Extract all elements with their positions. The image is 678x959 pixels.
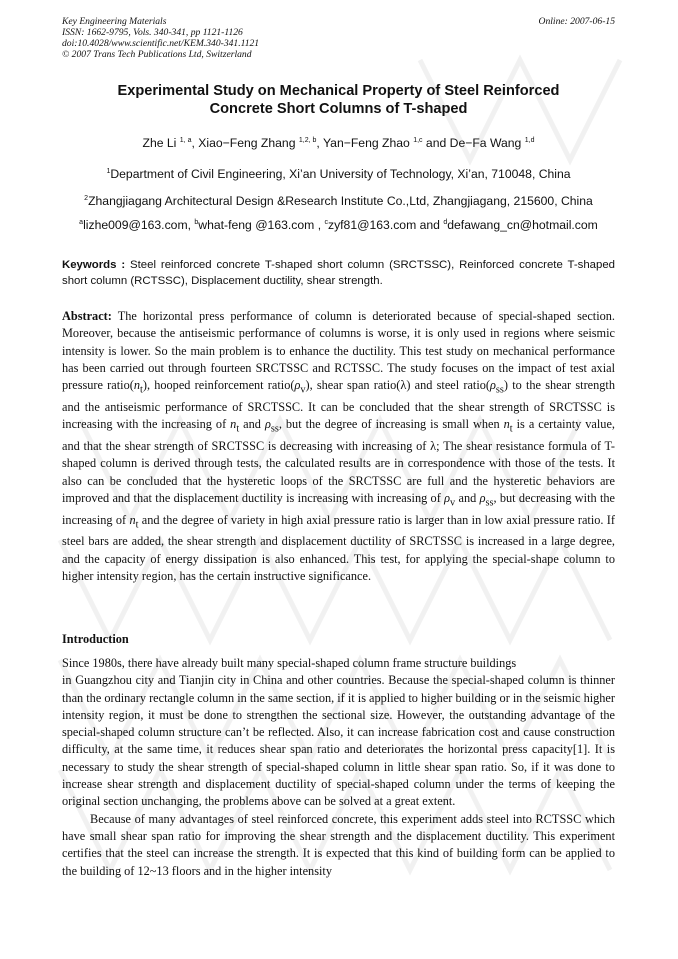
author-name: De−Fa Wang [449,136,522,150]
email-link[interactable]: defawang_cn@hotmail.com [447,218,598,232]
author-affiliation-marker: 1,d [524,137,535,144]
keywords-label: Keywords : [62,259,126,271]
copyright-line: © 2007 Trans Tech Publications Ltd, Switzerland [62,49,252,60]
author-affiliation-marker: 1,2, b [298,137,317,144]
intro-paragraph-2: Because of many advantages of steel reinforced concrete, this experiment adds steel into RCTSSC which have small shear span ratio for improving the shear strength and the displacement ductility. This experiment certifies that the steel can increase the strength. It is expected that this kind of building form can be applied to the building of 12~13 floors and in the higher intensity [62,811,615,878]
online-date: Online: 2007-06-15 [538,16,615,27]
author-name: Zhe Li [142,136,177,150]
issn-line: ISSN: 1662-9795, Vols. 340-341, pp 1121-1126 [62,27,243,38]
email-link[interactable]: zyf81@163.com and [327,218,440,232]
affiliation-2: $^2$Zhangjiagang Architectural Design &Research Institute Co.,Ltd, Zhangjiagang, 215600, China [84,194,593,208]
author-affiliation-marker: 1, a [179,137,192,144]
intro-first-line: Since 1980s, there have already built many special-shaped column frame structure buildings [62,656,517,670]
author-affiliation-marker: 1,c [413,137,423,144]
intro-paragraph-1: in Guangzhou city and Tianjin city in China and other countries. Because the special-shaped column is thinner than the ordinary rectangle column in the same section, if it is applied to higher building or in the seismic higher intensity region, it must be done to strengthen the sectional size. However, the outstanding advantage of the special-shaped column structure can’t be reflected. Also, it can increase fabrication cost and cause construction difficulty, at the same time, it reduces shear span ratio and deteriorates the horizontal press capacity[1]. It is necessary to study the shear strength of special-shaped column in little shear span ratio. So, if it was done to increase shear strength and displacement ductility of special-shaped column under the terms of keeping the original section unchanging, the problems above can be solved at a great extent. [62,673,615,809]
paper-title [62,82,615,118]
journal-header [62,16,259,60]
title-line-2: Concrete Short Columns of T-shaped [209,101,468,117]
email-link[interactable]: what-feng @163.com , [198,218,322,232]
section-heading-introduction: Introduction [62,632,129,646]
keywords-text: Steel reinforced concrete T-shaped short column (SRCTSSC), Reinforced concrete T-shaped short column (RCTSSC), Displacement ductility, shear strength. [62,259,615,287]
email-link[interactable]: lizhe009@163.com, [83,218,191,232]
author-list: Zhe Li $^{1, a}$, Xiao−Feng Zhang $^{1,2, b}$, Yan−Feng Zhao $^{1,c}$ and De−Fa Wang $^{1,d}$ [142,136,535,150]
author-emails: $^a$lizhe009@163.com, $^b$what-feng @163.com , $^c$zyf81@163.com and $^d$defawang_cn@hotmail.com [79,218,598,232]
introduction-body [62,655,615,880]
author-name: Xiao−Feng Zhang [198,136,296,150]
title-line-1: Experimental Study on Mechanical Property of Steel Reinforced [117,83,560,99]
doi-line: doi:10.4028/www.scientific.net/KEM.340-341.1121 [62,38,260,49]
abstract: Abstract: The horizontal press performance of column is deteriorated because of special-shaped section. Moreover, because the antiseismic performance of columns is worse, it is only used in regions where seismic intensity is lower. So the main problem is to enhance the ductility. This test study on mechanical performance has been carried out through fourteen SRCTSSC and RCTSSC. The study focuses on the impact of test axial pressure $ratio(n_t)$, hooped reinforcement $ratio(\rho_v)$, shear span ratio(λ) and steel $ratio(\rho_{ss})$ to the shear strength and the antiseismic performance of SRCTSSC. It can be concluded that the shear strength of SRCTSSC is increasing with the increasing of $n_t$ and $\rho_{ss}$, but the degree of increasing is small when $n_t$ is a certainty value, and that the shear strength of SRCTSSC is decreasing with increasing of λ; The shear resistance formula of T-shaped column is derived through tests, the calculated results are in correspondence with those of the tests. It also can be concluded that the hysteretic loops of the SRCTSSC are full and the hysteretic behaviors are improved and that the displacement ductility is increasing with increasing of $\rho_v$ and $\rho_{ss}$, but decreasing with the increasing of $n_t$ and the degree of variety in high axial pressure ratio is larger than in low axial pressure ratio. If steel bars are added, the shear strength and displacement ductility of SRCTSSC is increased in a large degree, and the capacity of energy dissipation is also enhanced. This test, for applying the special-shape column to higher intensity region, has the certain instructive significance. [62,309,616,583]
author-name: Yan−Feng Zhao [322,136,410,150]
affiliation-1: $^1$Department of Civil Engineering, Xi’an University of Technology, Xi’an, 710048, China [106,167,571,181]
abstract-label: Abstract: [62,309,112,323]
journal-name: Key Engineering Materials [62,16,167,27]
keywords [62,257,615,289]
